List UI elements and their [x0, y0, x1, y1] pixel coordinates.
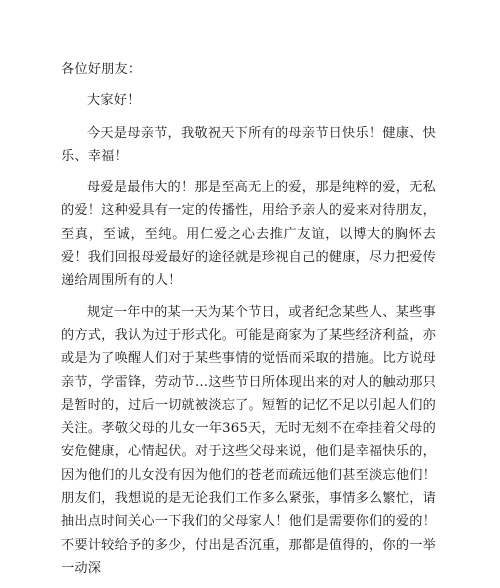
salutation: 各位好朋友： — [61, 62, 142, 77]
document-body — [61, 58, 436, 588]
paragraph-mothers-love: 母爱是最伟大的！那是至高无上的爱，那是纯粹的爱，无私的爱！这种爱具有一定的传播性，用给予亲人的爱来对待朋友，至真，至诚，至纯。用仁爱之心去推广友谊，以博大的胸怀去爱！我们回报母爱最好的途径就是珍视自己的健康，尽力把爱传递给周围所有的人！ — [61, 180, 436, 289]
paragraph-hello: 大家好！ — [87, 93, 141, 109]
paragraph-holiday-reflection: 规定一年中的某一天为某个节日，或者纪念某些人、某些事的方式，我认为过于形式化。可能是商家为了某些经济利益，亦或是为了唤醒人们对于某些事情的觉悟而采取的措施。比方说母亲节，学雷锋，劳动节…这些节日所体现出来的对人的触动那只是暂时的，过后一切就被淡忘了。短暂的记忆不足以引起人们的关注。孝敬父母的儿女一年365天，无时无刻不在牵挂着父母的安危健康，心情起伏。对于这些父母来说，他们是幸福快乐的，因为他们的儿女没有因为他们的苍老而疏远他们甚至淡忘他们！朋友们，我想说的是无论我们工作多么紧张，事情多么繁忙，请抽出点时间关心一下我们的父母家人！他们是需要你们的爱的！不要计较给予的多少，付出是否沉重，那都是值得的，你的一举一动深 — [61, 304, 436, 576]
paragraph-mothers-day-wish: 今天是母亲节，我敬祝天下所有的母亲节日快乐！健康、快乐、幸福！ — [61, 125, 436, 164]
